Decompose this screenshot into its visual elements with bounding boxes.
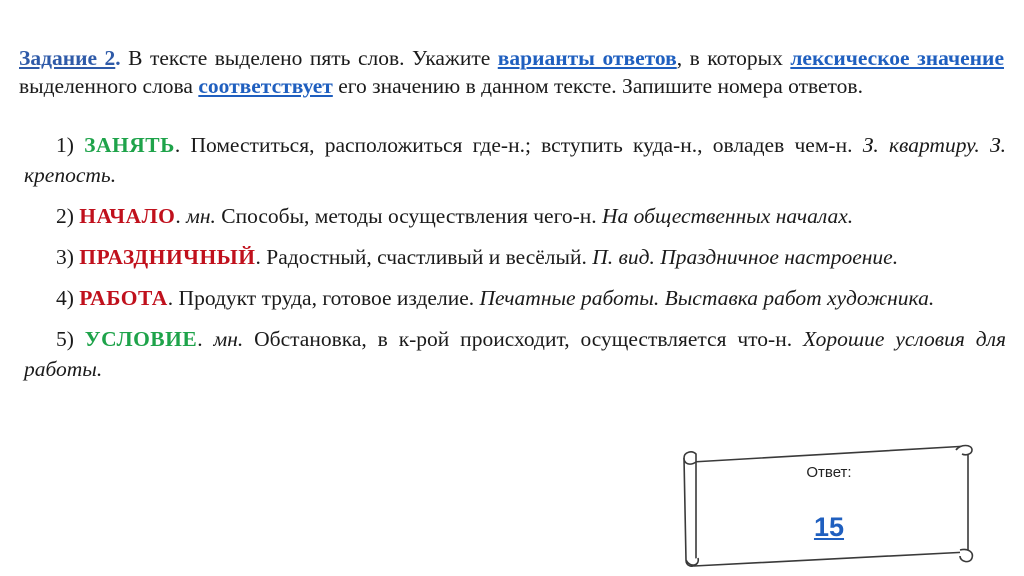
entry-grammar-mark: мн. xyxy=(186,204,216,228)
entry-number: 3) xyxy=(56,245,80,269)
entry-5 xyxy=(24,324,1006,384)
entry-definition: Обстановка, в к-рой происходит, осуществляется что-н. xyxy=(243,327,803,351)
entry-4 xyxy=(24,283,1006,313)
highlight-answer-options: варианты ответов xyxy=(497,45,677,70)
entry-word: НАЧАЛО xyxy=(79,204,176,228)
entry-definition: . Радостный, счастливый и весёлый. xyxy=(255,245,593,269)
entry-number: 2) xyxy=(56,204,80,228)
entry-word: РАБОТА xyxy=(79,286,168,310)
entry-number: 4) xyxy=(56,286,80,310)
task-instructions xyxy=(19,44,1004,100)
entry-1 xyxy=(24,130,1006,190)
dictionary-entries xyxy=(24,130,1006,395)
entry-definition: . Поместиться, расположиться где-н.; вступить куда-н., овладев чем-н. xyxy=(174,133,863,157)
entry-2 xyxy=(24,201,1006,231)
task-text-1: В тексте выделено пять слов. Укажите xyxy=(120,45,498,70)
entry-example: На общественных началах. xyxy=(602,204,854,228)
task-label-dot: . xyxy=(115,45,121,70)
highlight-lexical-meaning: лексическое значение xyxy=(790,45,1004,70)
answer-value: 15 xyxy=(813,512,845,542)
entry-definition: . Продукт труда, готовое изделие. xyxy=(167,286,480,310)
answer-label: Ответ: xyxy=(806,464,852,481)
entry-definition-pre: . xyxy=(197,327,214,351)
task-text-4: его значению в данном тексте. Запишите номера ответов. xyxy=(332,73,863,98)
answer-scroll-icon xyxy=(680,440,978,570)
highlight-corresponds: соответствует xyxy=(198,73,333,98)
task-text-3: выделенного слова xyxy=(19,73,199,98)
entry-example: П. вид. Праздничное настроение. xyxy=(592,245,899,269)
entry-example: Печатные работы. Выставка работ художника. xyxy=(479,286,935,310)
entry-definition-pre: . xyxy=(175,204,187,228)
entry-word: ПРАЗДНИЧНЫЙ xyxy=(79,245,256,269)
task-label: Задание 2 xyxy=(19,45,116,70)
entry-number: 1) xyxy=(56,133,85,157)
entry-definition: Способы, методы осуществления чего-н. xyxy=(215,204,603,228)
entry-grammar-mark: мн. xyxy=(213,327,244,351)
entry-number: 5) xyxy=(56,327,85,351)
entry-word: УСЛОВИЕ xyxy=(84,327,198,351)
entry-example: Хорошие условия для работы. xyxy=(24,327,1006,381)
entry-3 xyxy=(24,242,1006,272)
entry-word: ЗАНЯТЬ xyxy=(84,133,175,157)
entry-example: З. квартиру. З. крепость. xyxy=(24,133,1006,187)
task-text-2: , в которых xyxy=(676,45,791,70)
